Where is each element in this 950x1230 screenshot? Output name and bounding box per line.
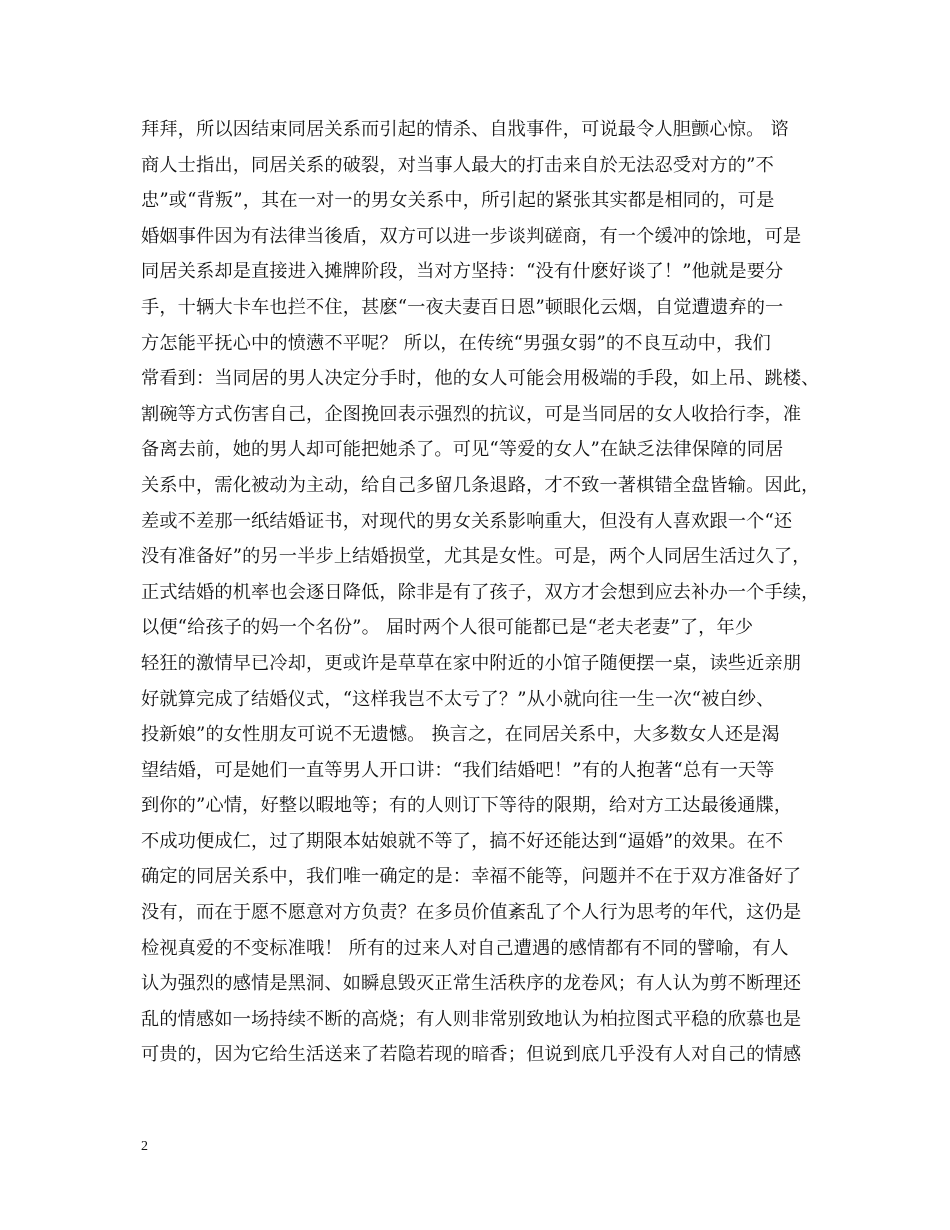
text-line: 手，十辆大卡车也拦不住，甚麽“一夜夫妻百日恩”顿眼化云烟，自觉遭遗弃的一 <box>141 296 784 318</box>
page-number: 2 <box>141 1139 148 1154</box>
text-line: 轻狂的激情早已冷却，更或许是草草在家中附近的小馆子随便摆一桌，读些近亲朋 <box>141 652 802 674</box>
text-line: 拜拜，所以因结束同居关系而引起的情杀、自戕事件，可说最令人胆颤心惊。 谘 <box>141 119 789 140</box>
text-line: 确定的同居关系中，我们唯一确定的是：幸福不能等，问题并不在于双方准备好了 <box>141 866 802 888</box>
text-line: 商人士指出，同居关系的破裂，对当事人最大的打击来自於无法忍受对方的”不 <box>141 154 774 176</box>
text-line: 没有，而在于愿不愿意对方负责？在多员价值紊乱了个人行为思考的年代，这仍是 <box>141 902 802 924</box>
text-line: 婚姻事件因为有法律当後盾，双方可以进一步谈判磋商，有一个缓冲的馀地，可是 <box>141 225 802 247</box>
text-line: 割碗等方式伤害自己，企图挽回表示强烈的抗议，可是当同居的女人收拾行李，准 <box>141 403 802 425</box>
text-line: 不成功便成仁，过了期限本姑娘就不等了，搞不好还能达到“逼婚”的效果。在不 <box>141 830 784 852</box>
text-line: 差或不差那一纸结婚证书，对现代的男女关系影响重大，但没有人喜欢跟一个“还 <box>141 510 793 532</box>
text-line: 检视真爱的不变标准哦！ 所有的过来人对自己遭遇的感情都有不同的譬喻，有人 <box>141 937 789 959</box>
text-line: 关系中，需化被动为主动，给自己多留几条退路，才不致一著棋错全盘皆输。因此， <box>141 474 820 496</box>
text-line: 望结婚，可是她们一直等男人开口讲：“我们结婚吧！”有的人抱著“总有一天等 <box>141 759 775 781</box>
text-line: 备离去前，她的男人却可能把她杀了。可见“等爱的女人”在缺乏法律保障的同居 <box>141 439 784 461</box>
text-line: 没有准备好”的另一半步上结婚损堂，尤其是女性。可是，两个人同居生活过久了， <box>141 546 811 568</box>
text-line: 到你的”心情，好整以暇地等；有的人则订下等待的限期，给对方工达最後通牒， <box>141 795 793 817</box>
text-line: 乱的情感如一场持续不断的高烧；有人则非常别致地认为柏拉图式平稳的欣慕也是 <box>141 1008 802 1030</box>
text-line: 方怎能平抚心中的愤懑不平呢？ 所以，在传统“男强女弱”的不良互动中，我们 <box>141 332 771 354</box>
text-line: 同居关系却是直接进入摊牌阶段，当对方坚持：“没有什麽好谈了！”他就是要分 <box>141 261 784 283</box>
text-line: 常看到：当同居的男人决定分手时，他的女人可能会用极端的手段，如上吊、跳楼、 <box>141 368 820 390</box>
text-line: 认为强烈的感情是黑洞、如瞬息毁灭正常生活秩序的龙卷风；有人认为剪不断理还 <box>141 973 802 995</box>
text-line: 好就算完成了结婚仪式，“这样我岂不太亏了？”从小就向往一生一次“被白纱、 <box>141 688 775 710</box>
text-line: 以便“给孩子的妈一个名份”。 届时两个人很可能都已是“老夫老妻”了，年少 <box>141 617 754 639</box>
text-line: 可贵的，因为它给生活送来了若隐若现的暗香；但说到底几乎没有人对自己的情感 <box>141 1044 802 1066</box>
body-text <box>141 112 831 1073</box>
text-line: 投新娘”的女性朋友可说不无遗憾。 换言之，在同居关系中，大多数女人还是渴 <box>141 724 780 746</box>
text-line: 忠”或“背叛”，其在一对一的男女关系中，所引起的紧张其实都是相同的，可是 <box>141 190 775 212</box>
text-line: 正式结婚的机率也会逐日降低，除非是有了孩子，双方才会想到应去补办一个手续， <box>141 581 820 603</box>
